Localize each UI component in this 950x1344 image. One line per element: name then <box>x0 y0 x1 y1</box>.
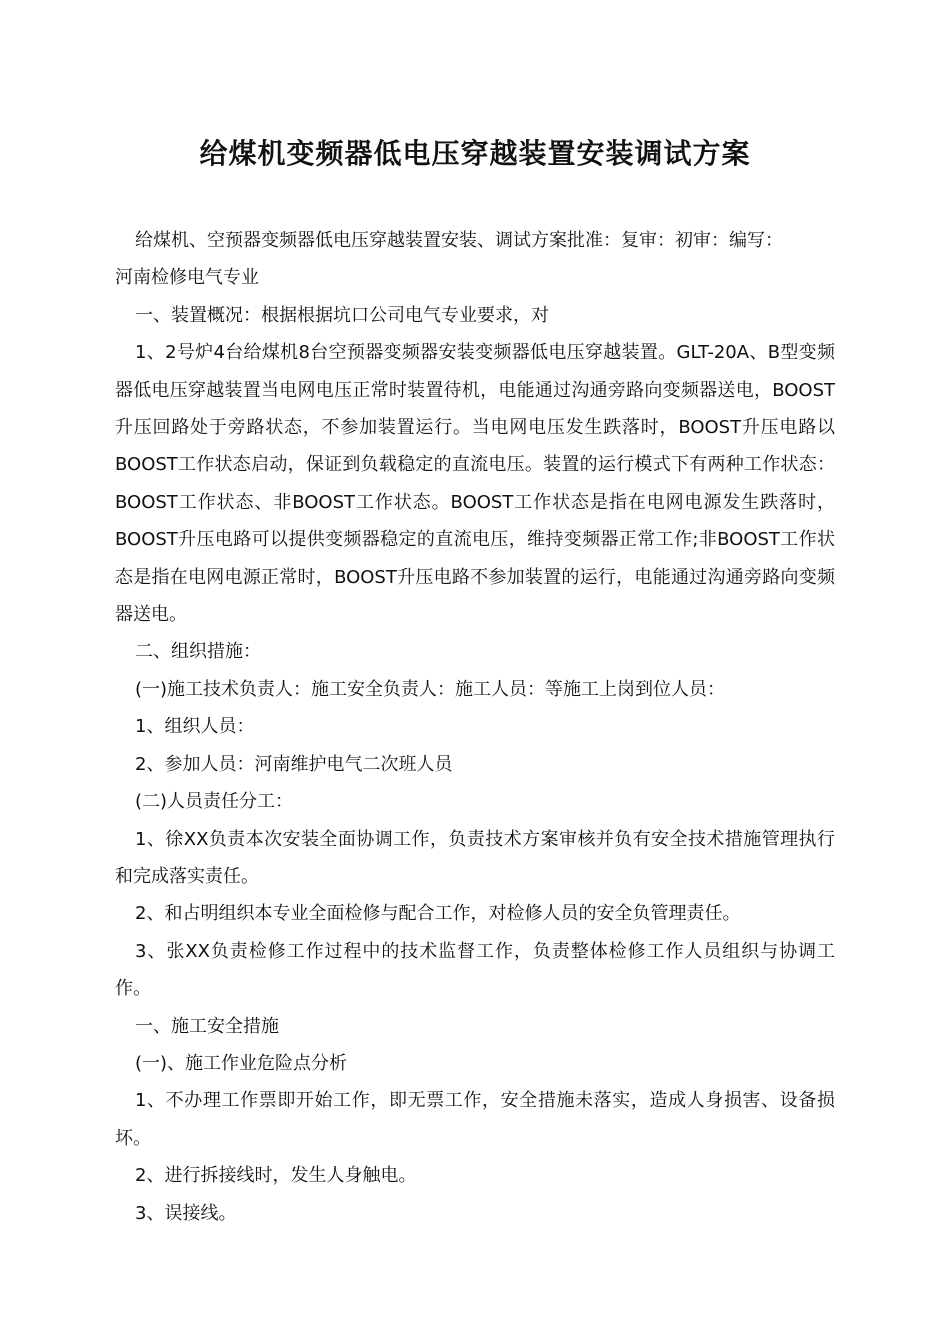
approval-line: 给煤机、空预器变频器低电压穿越装置安装、调试方案批准：复审：初审：编写： <box>135 230 783 251</box>
duty-item-2: 2、和占明组织本专业全面检修与配合工作，对检修人员的安全负管理责任。 <box>135 903 741 925</box>
section-1-heading: 一、装置概况：根据根据坑口公司电气专业要求，对 <box>135 304 549 326</box>
document-title: 给煤机变频器低电压穿越装置安装调试方案 <box>199 137 751 170</box>
overview-paragraph: 1、2号炉4台给煤机8台空预器变频器安装变频器低电压穿越装置。GLT-20A、B型变频器低电压穿越装置当电网电压正常时装置待机，电能通过沟通旁路向变频器送电，BOOST升压回路处于旁路状态，不参加装置运行。当电网电压发生跌落时，BOOST升压电路以BOOST工作状态启动，保证到负载稳定的直流电压。装置的运行模式下有两种工作状态：BOOST工作状态、非BOOST工作状态。BOOST工作状态是指在电网电源发生跌落时，BOOST升压电路可以提供变频器稳定的直流电压，维持变频器正常工作;非BOOST工作状态是指在电网电源正常时，BOOST升压电路不参加装置的运行，电能通过沟通旁路向变频器送电。 <box>115 342 835 626</box>
hazard-item-3: 3、误接线。 <box>135 1202 237 1224</box>
org-responsible-line: (一)施工技术负责人：施工安全负责人：施工人员：等施工上岗到位人员： <box>135 678 726 700</box>
document-body <box>115 222 835 1232</box>
safety-heading: 一、施工安全措施 <box>135 1015 279 1037</box>
hazard-heading: (一)、施工作业危险点分析 <box>135 1052 348 1074</box>
duty-heading: (二)人员责任分工： <box>135 791 294 813</box>
org-item-2: 2、参加人员：河南维护电气二次班人员 <box>135 753 453 775</box>
hazard-item-1: 1、不办理工作票即开始工作，即无票工作，安全措施未落实，造成人身损害、设备损坏。 <box>115 1090 835 1149</box>
duty-item-3: 3、张XX负责检修工作过程中的技术监督工作，负责整体检修工作人员组织与协调工作。 <box>115 940 835 1000</box>
duty-item-1: 1、徐XX负责本次安装全面协调工作，负责技术方案审核并负有安全技术措施管理执行和完成落实责任。 <box>115 828 835 887</box>
department-line: 河南检修电气专业 <box>115 267 259 289</box>
org-item-1: 1、组织人员： <box>135 716 255 738</box>
section-2-heading: 二、组织措施： <box>135 641 261 663</box>
hazard-item-2: 2、进行拆接线时，发生人身触电。 <box>135 1165 417 1187</box>
